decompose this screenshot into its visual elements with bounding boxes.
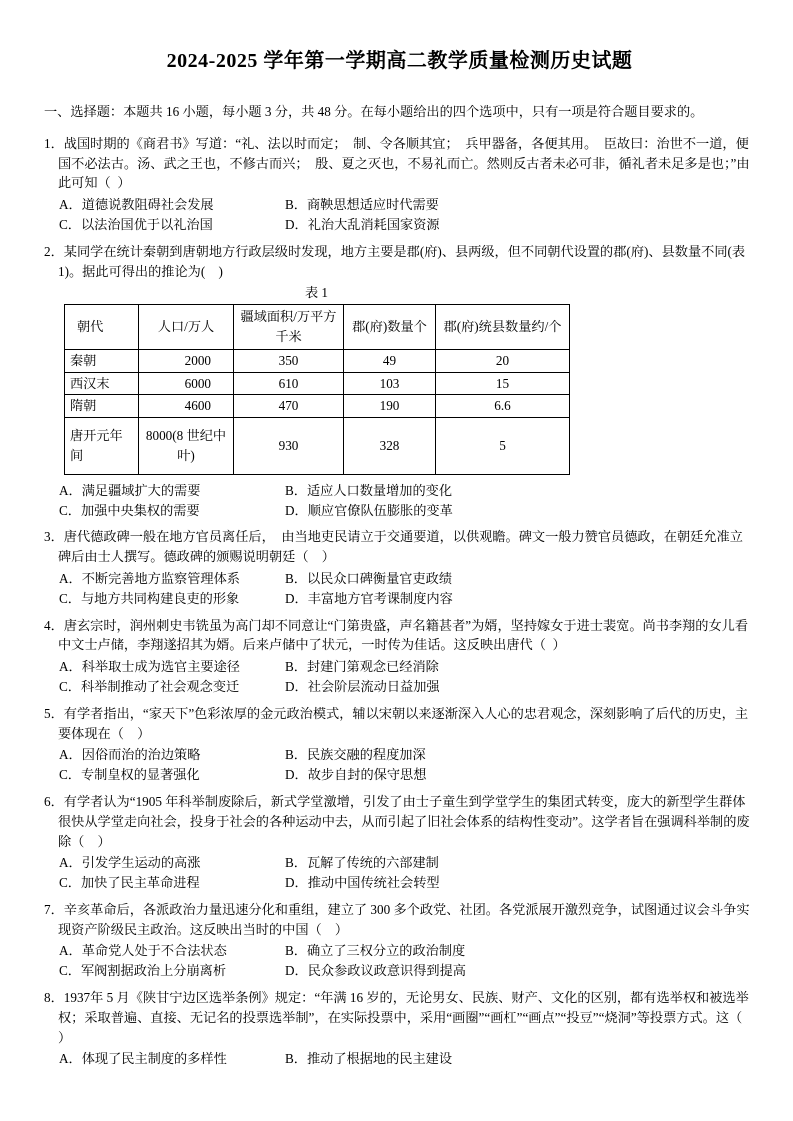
- option-c: C．与地方共同构建良吏的形象: [59, 590, 240, 606]
- dynasty-data-table: [64, 304, 570, 475]
- option-b: B．以民众口碑衡量官吏政绩: [285, 570, 453, 586]
- table-cell: 20: [436, 349, 570, 372]
- question-7-stem: 7．辛亥革命后，各派政治力量迅速分化和重组，建立了 300 多个政党、社团。各党派展开激烈竞争，试图通过议会斗争实现资产阶级民主政治。这反映出当时的中国（ ）: [44, 901, 750, 937]
- question-3: [44, 527, 755, 608]
- option-c: C．加快了民主革命进程: [59, 875, 200, 891]
- question-6: [44, 792, 755, 893]
- table-caption: 表 1: [304, 285, 329, 301]
- option-d: D．故步自封的保守思想: [285, 767, 427, 783]
- question-7-options: [44, 941, 755, 981]
- table-cell: 秦朝: [65, 349, 139, 372]
- question-6-stem: 6．有学者认为“1905 年科举制废除后，新式学堂激增，引发了由士子童生到学堂学生的集团式转变，庞大的新型学生群体很快从学堂走向社会，投身于社会的各种运动中去，从而引起了旧社会体系的结构性变动”。这学者旨在强调科举制的废除（ ）: [44, 793, 750, 849]
- page-title: 2024-2025 学年第一学期高二教学质量检测历史试题: [166, 50, 633, 72]
- question-3-options: [44, 569, 755, 609]
- option-c: C．军阀割据政治上分崩离析: [59, 963, 227, 979]
- table-cell: 5: [436, 418, 570, 475]
- option-d: D．顺应官僚队伍膨胀的变革: [285, 502, 453, 518]
- question-8: [44, 988, 755, 1069]
- option-a: A．革命党人处于不合法状态: [59, 943, 227, 959]
- question-1-stem: 1．战国时期的《商君书》写道：“礼、法以时而定； 制、令各顺其宜； 兵甲器备，各便其用。 臣故曰：治世不一道，便国不必法古。汤、武之王也，不修古而兴； 殷、夏之灭也，不易礼而亡。然则反古者未必可非，循礼者未足多是也；”由此可知（ ）: [44, 135, 750, 191]
- option-c: C．加强中央集权的需要: [59, 502, 200, 518]
- table-cell: 328: [344, 418, 436, 475]
- option-d: D．推动中国传统社会转型: [285, 875, 440, 891]
- question-4-options: [44, 657, 755, 697]
- question-8-options: [44, 1049, 755, 1069]
- option-c: C．专制皇权的显著强化: [59, 767, 200, 783]
- table-header-cell: 人口/万人: [139, 305, 234, 350]
- table-row: [65, 349, 570, 372]
- table-cell: 350: [234, 349, 344, 372]
- option-b: B．封建门第观念已经消除: [285, 659, 439, 675]
- table-cell: 103: [344, 372, 436, 395]
- option-d: D．礼治大乱消耗国家资源: [285, 216, 440, 232]
- table-cell: 470: [234, 395, 344, 418]
- table-cell: 6.6: [436, 395, 570, 418]
- question-6-options: [44, 853, 755, 893]
- option-d: D．丰富地方官考课制度内容: [285, 590, 453, 606]
- table-cell: 4600: [139, 395, 234, 418]
- question-4: [44, 616, 755, 697]
- table-cell: 49: [344, 349, 436, 372]
- option-b: B．民族交融的程度加深: [285, 747, 426, 763]
- section-intro: 一、选择题：本题共 16 小题，每小题 3 分，共 48 分。在每小题给出的四个选项中，只有一项是符合题目要求的。: [44, 104, 704, 119]
- table-cell: 西汉末: [65, 372, 139, 395]
- option-b: B．商鞅思想适应时代需要: [285, 197, 439, 213]
- table-header-cell: 朝代: [65, 305, 139, 350]
- question-5-stem: 5．有学者指出，“家天下”色彩浓厚的金元政治模式，辅以宋朝以来逐渐深入人心的忠君观念，深刻影响了后代的历史，主要体现在（ ）: [44, 705, 749, 741]
- table-cell: 15: [436, 372, 570, 395]
- option-b: B．推动了根据地的民主建设: [285, 1051, 453, 1067]
- option-a: A．道德说教阻碍社会发展: [59, 197, 214, 213]
- option-b: B．确立了三权分立的政治制度: [285, 943, 466, 959]
- table-row: [65, 395, 570, 418]
- question-1: [44, 134, 755, 235]
- question-5-options: [44, 745, 755, 785]
- question-4-stem: 4．唐玄宗时，润州刺史韦铣虽为高门却不同意让“门第贵盛，声名籍甚者”为婿，坚持嫁女于进士裴宽。尚书李翔的女儿看中文士卢储，李翔遂招其为婿。后来卢储中了状元，一时传为佳话。这反映出唐代（ ）: [44, 617, 749, 653]
- table-row: [65, 418, 570, 475]
- option-d: D．民众参政议政意识得到提高: [285, 963, 466, 979]
- option-a: A．不断完善地方监察管理体系: [59, 570, 240, 586]
- table-cell: 610: [234, 372, 344, 395]
- table-cell: 2000: [139, 349, 234, 372]
- table-cell: 190: [344, 395, 436, 418]
- table-cell: 唐开元年间: [65, 418, 139, 475]
- question-2-options: [44, 481, 755, 521]
- option-a: A．因俗而治的治边策略: [59, 747, 201, 763]
- table-header-cell: 郡(府)数量个: [344, 305, 436, 350]
- table-header-row: [65, 305, 570, 350]
- table-row: [65, 372, 570, 395]
- table-header-cell: 郡(府)统县数量约/个: [436, 305, 570, 350]
- table-header-cell: 疆域面积/万平方千米: [234, 305, 344, 350]
- option-c: C．科举制推动了社会观念变迁: [59, 678, 240, 694]
- option-c: C．以法治国优于以礼治国: [59, 216, 213, 232]
- option-a: A．科举取士成为选官主要途径: [59, 659, 240, 675]
- option-b: B．适应人口数量增加的变化: [285, 482, 453, 498]
- option-d: D．社会阶层流动日益加强: [285, 678, 440, 694]
- table-cell: 6000: [139, 372, 234, 395]
- question-8-stem: 8．1937年 5 月《陕甘宁边区选举条例》规定：“年满 16 岁的，无论男女、民族、财产、文化的区别，都有选举权和被选举权；采取普遍、直接、无记名的投票选举制”，在实际投票中，采用“画圈”“画杠”“画点”“投豆”“烧洞”等投票方式。这（ ）: [44, 990, 756, 1045]
- question-7: [44, 900, 755, 981]
- table-cell: 930: [234, 418, 344, 475]
- table-cell: 8000(8 世纪中叶): [139, 418, 234, 475]
- question-2: [44, 242, 755, 521]
- option-b: B．瓦解了传统的六部建制: [285, 855, 439, 871]
- option-a: A．体现了民主制度的多样性: [59, 1051, 227, 1067]
- option-a: A．满足疆域扩大的需要: [59, 482, 201, 498]
- table-cell: 隋朝: [65, 395, 139, 418]
- question-2-stem: 2．某同学在统计秦朝到唐朝地方行政层级时发现，地方主要是郡(府)、县两级，但不同朝代设置的郡(府)、县数量不同(表 1)。据此可得出的推论为( ): [44, 243, 749, 279]
- question-3-stem: 3．唐代德政碑一般在地方官员离任后， 由当地吏民请立于交通要道，以供观瞻。碑文一般力赞官员德政，在朝廷允准立碑后由士人撰写。德政碑的颁赐说明朝廷（ ）: [44, 529, 743, 565]
- question-1-options: [44, 195, 755, 235]
- question-5: [44, 704, 755, 785]
- option-a: A．引发学生运动的高涨: [59, 855, 201, 871]
